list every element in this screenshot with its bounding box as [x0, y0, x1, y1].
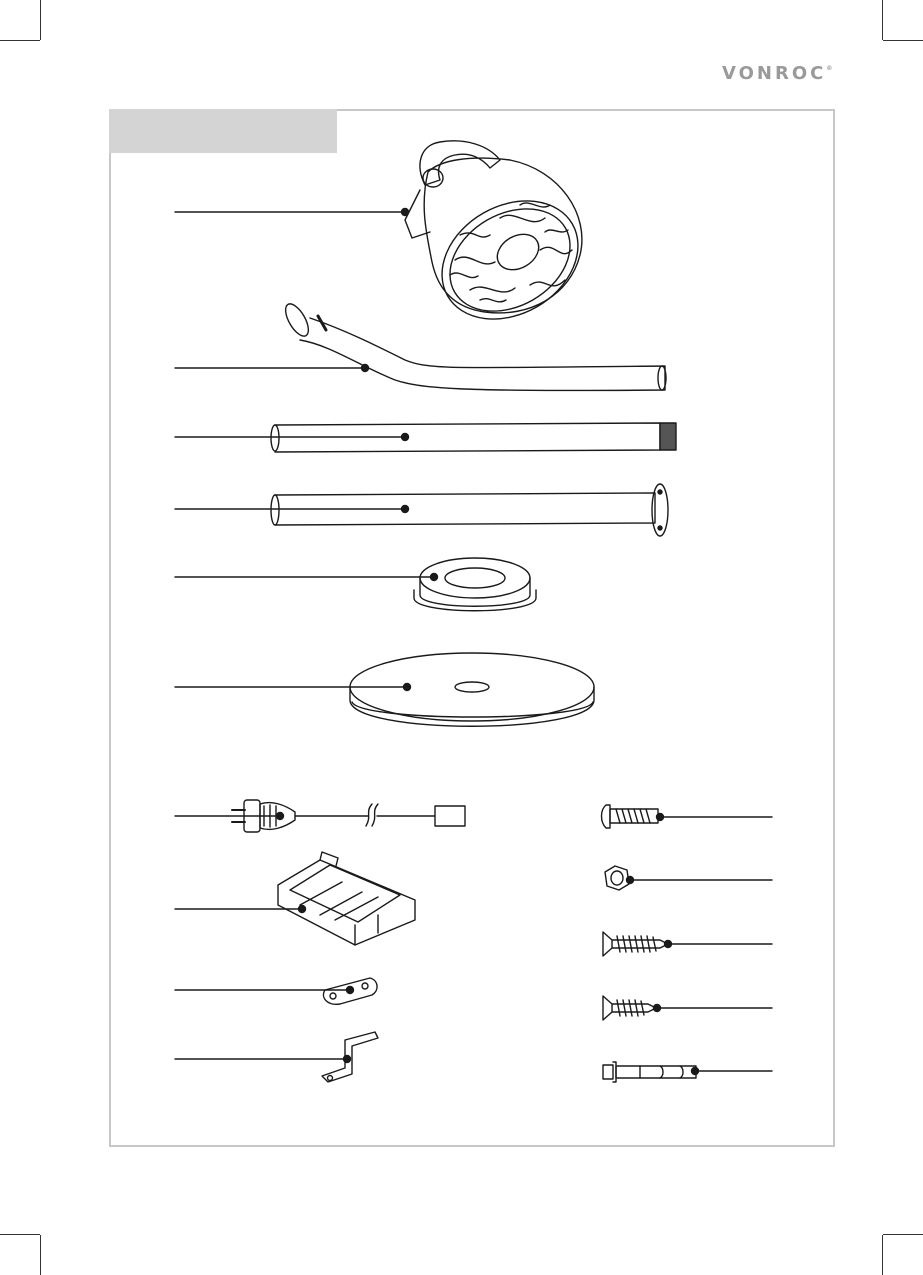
expansion-anchor-bolt — [603, 1062, 696, 1082]
bolt — [602, 805, 659, 828]
base-plate — [350, 653, 594, 726]
wood-screw-long — [603, 932, 668, 956]
wood-screw-short — [603, 996, 656, 1020]
upper-bent-pole — [281, 300, 666, 390]
lower-pole-with-flange — [271, 484, 668, 536]
nut — [605, 866, 629, 890]
brand-name: VONROC — [722, 63, 827, 84]
heater-head — [405, 141, 599, 343]
trademark: ® — [826, 65, 833, 72]
wall-mount-holder — [278, 852, 415, 945]
base-collar — [414, 558, 536, 611]
